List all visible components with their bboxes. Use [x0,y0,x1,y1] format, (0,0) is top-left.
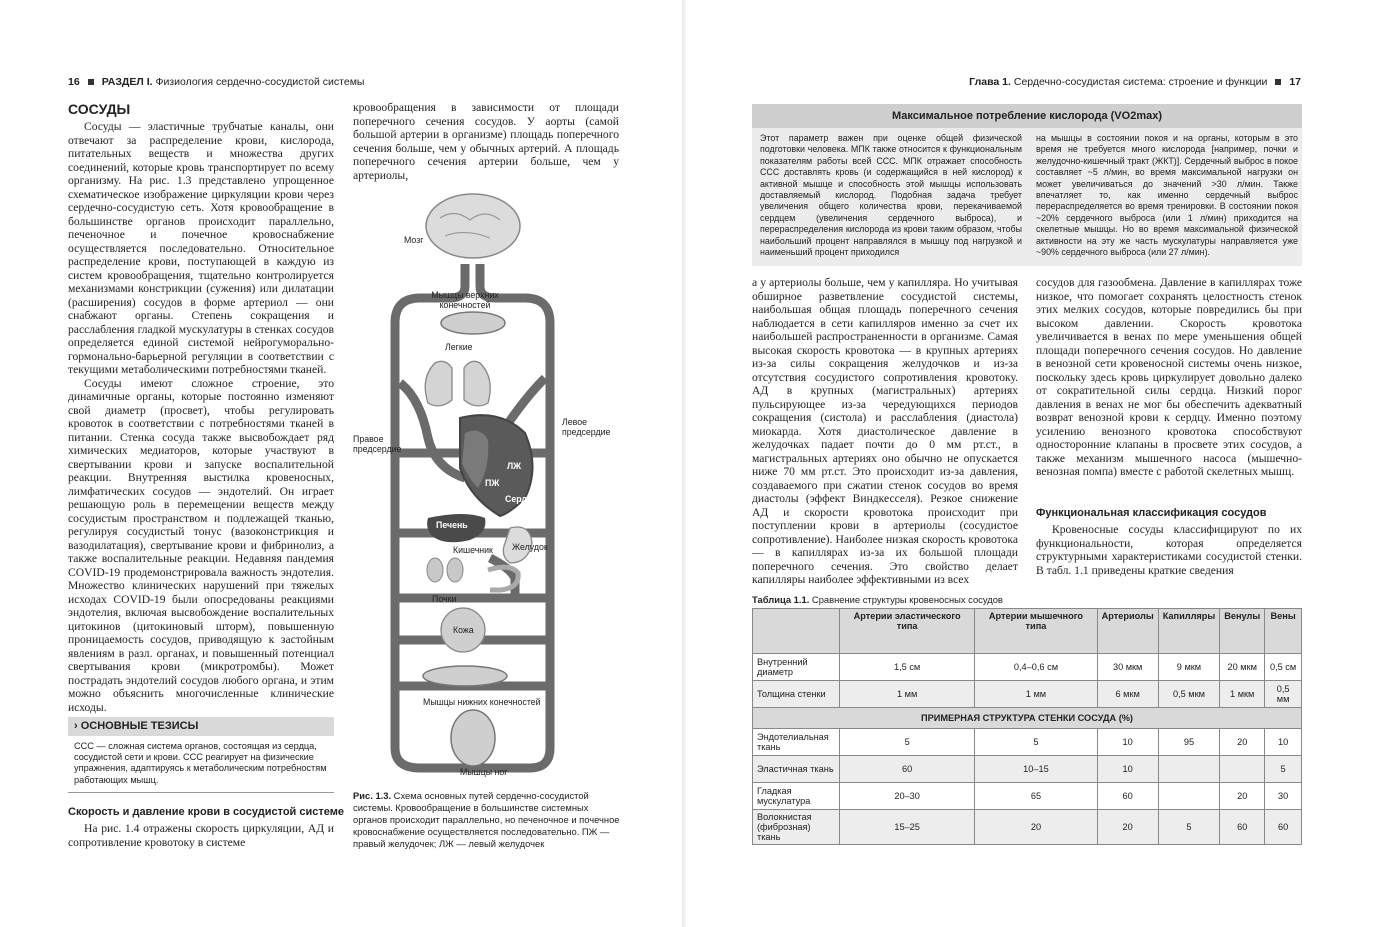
speed-heading: Скорость и давление крови в сосудистой системе [68,806,344,818]
right-col-2-block [1036,276,1302,479]
label-right-atrium: Правое предсердие [353,434,402,454]
table-row [753,654,1302,681]
right-col-1-text: а у артериолы больше, чем у капилляра. Но учитывая обширное разветвление сосудистой системы, наибольшая общая площадь поперечного сечения наблюдается в сети капилляров именно за счет их наибольшей распространенности в организме. Самая высокая скорость кровотока — в крупных артериях из-за силы сокращения желудочков и из-за отсутствия сосудистого сопротивления кровотоку. АД в крупных (магистральных) артериях пульсирующее из-за чередующихся периодов сокращения (систола) и расслабления (диастола) миокарда. Хотя диастолическое давление в желудочках падает почти до 0 мм рт.ст., в магистральных артериях оно обычно не опускается ниже 70 мм рт.ст. Это происходит из-за давления, создаваемого при сжатии стенок сосудов во время диастолы (эффект Виндкесселя). Резкое снижение АД и скорости кровотока происходит при поступлении крови в артериолы (сосудистое сопротивление). Наиболее низкая скорость кровотока — в капиллярах из-за их большой площади поперечного сечения. Это свойство делает капилляры наиболее эффективными из всех [752,276,1018,586]
speed-text: На рис. 1.4 отражены скорость циркуляции, АД и сопротивление кровотоку в системе [68,822,334,849]
table-row [753,810,1302,845]
right-col-2-text: сосудов для газообмена. Давление в капиллярах тоже низкое, что помогает сохранять целостность стенок этих мелких сосудов, которые повредились бы при высоком давлении. Скорость кровотока увеличивается в венах по мере уменьшения общей площади поперечного сечения сосудов. Но давление в венозной сети кровеносной системы очень низкое, поскольку здесь кровь циркулирует довольно далеко от сократительной силы сердца. Низкий порог давления в венах не мог бы обеспечить адекватный возврат венозной крови к сердцу. Именно поэтому усилению венозного кровотока способствуют односторонние клапаны в просвете этих сосудов, а также механизм мышечного насоса (мышечно-венозная помпа) вместе с работой скелетных мышц. [1036,276,1302,478]
table-subheader: ПРИМЕРНАЯ СТРУКТУРА СТЕНКИ СОСУДА (%) [753,708,1302,729]
lung-left-shape [425,361,452,406]
table-header-cell: Артерии мышечного типа [975,609,1097,654]
leg-muscle-shape [451,710,495,766]
table-cell: 60 [1220,810,1265,845]
table-row [753,681,1302,708]
left-page-number: 16 [68,76,80,88]
vessels-text [68,120,334,714]
table-caption [752,594,1003,605]
label-lower-muscles: Мышцы нижних конечностей [423,697,541,707]
table-cell: 60 [840,756,975,783]
functional-text: Кровеносные сосуды классифицируют по их функциональности, которая определяется структурными характеристиками сосудистой стенки. В табл. 1.1 приведены краткие сведения [1036,523,1302,577]
table-cell: 20 [1220,783,1265,810]
table-cell: 20 [1097,810,1158,845]
table-header-row [753,609,1302,654]
table-cell: 30 [1265,783,1302,810]
table-cell: 1,5 см [840,654,975,681]
lower-muscle-shape [423,666,507,686]
table-cell [1158,756,1220,783]
section-title: Физиология сердечно-сосудистой системы [152,76,365,88]
table-cell: 65 [975,783,1097,810]
key-points-divider [68,792,334,793]
vessels-heading: СОСУДЫ [68,101,131,117]
right-col-1-block [752,276,1018,587]
kidney-left-shape [427,558,443,582]
chapter-title: Сердечно-сосудистая система: строение и функции [1010,76,1268,88]
table-cell: 60 [1265,810,1302,845]
table-header-cell: Артерии эластического типа [840,609,975,654]
table-cell [1158,783,1220,810]
label-leg-muscles: Мышцы ног [460,767,508,777]
table-caption-label: Таблица 1.1. [752,594,810,605]
table-cell: 20 [975,810,1097,845]
table-cell: Толщина стенки [753,681,840,708]
table-row [753,729,1302,756]
label-rv: ПЖ [485,478,500,488]
functional-heading: Функциональная классификация сосудов [1036,507,1267,519]
key-points-title: › ОСНОВНЫЕ ТЕЗИСЫ [74,720,199,732]
label-lv: ЛЖ [507,461,522,471]
table-cell: 1 мм [840,681,975,708]
table-cell: Гладкая мускулатура [753,783,840,810]
label-brain: Мозг [404,235,424,245]
table-cell: 10 [1097,756,1158,783]
table-cell: 15–25 [840,810,975,845]
table-cell: 0,4–0,6 см [975,654,1097,681]
kidney-right-shape [447,558,463,582]
table-cell: 5 [1158,810,1220,845]
label-skin: Кожа [453,625,474,635]
table-cell: 0,5 мкм [1158,681,1220,708]
table-cell: 5 [975,729,1097,756]
upper-muscle-shape [441,312,505,334]
vessels-paragraph-2: Сосуды имеют сложное строение, это динамичные органы, которые постоянно изменяют свой диаметр (просвет), чтобы регулировать кровоток в соответствии с потребностями тканей в питании. Стенка сосуда также высвобождает ряд химических медиаторов, которые участвуют в свертывании крови и запуске воспалительной реакции. Внутренняя выстилка кровеносных, лимфатических сосудов — эндотелий. Он играет решающую роль в перемещении веществ между сосудистым пространством и подлежащей тканью, регулируя сосудистый тонус (вазоконстрикция и вазодилатация), свертывание крови и фибринолиз, а также воспалительные реакции. Недавняя пандемия COVID-19 продемонстрировала важность эндотелия. Множество клинических нарушений при тяжелых исходах COVID-19 были опосредованы реакциями эндотелия, включая высвобождение воспалительных цитокинов (цитокиновый шторм), повышенную проницаемость сосудов, приводящую к застойным явлениям в разл. органах, и повышенный потенциал свертывания крови (микротромбы). Может пострадать эндотелий сосудов любого органа, и этим можно объяснить многочисленные клинические исходы. [68,376,334,714]
table-row [753,756,1302,783]
table-cell: 1 мкм [1220,681,1265,708]
header-square-icon [1275,79,1281,85]
label-kidneys: Почки [432,594,457,604]
table-cell [1220,756,1265,783]
table-cell: 95 [1158,729,1220,756]
key-points-header [68,717,334,736]
table-cell: 0,5 см [1265,654,1302,681]
figure-caption-text: Схема основных путей сердечно-сосудистой системы. Кровообращение в большинстве системных органов происходит параллельно, но печеночное и почечное кровоснабжение осуществляется последовательно. ПЖ — правый желудочек; ЛЖ — левый желудочек [353,790,620,849]
table-cell: 0,5 мм [1265,681,1302,708]
key-points-text: ССС — сложная система органов, состоящая из сердца, сосудистой сети и крови. ССС реагирует на физические упражнения, адаптируясь к метаболическим потребностям работающих мышц. [74,741,327,785]
vo2-box-header [752,104,1302,128]
label-lungs: Легкие [445,342,473,352]
chapter-label: Глава 1. [969,76,1011,88]
table-cell: 60 [1097,783,1158,810]
table-cell: 9 мкм [1158,654,1220,681]
table-header-cell [753,609,840,654]
table-cell: 10–15 [975,756,1097,783]
functional-text-block [1036,523,1302,577]
vessels-paragraph-1: Сосуды — эластичные трубчатые каналы, они отвечают за распределение крови, кислорода, питательных веществ и множества других соединений, которые кровь транспортирует по всему организму. На рис. 1.3 представлено упрощенное схематическое изображение циркуляции крови через сердечно-сосудистую сеть. Хотя кровообращение в большинстве органов происходит параллельно, печеночное и почечное кровоснабжение осуществляется последовательно. Относительное распределение крови, поступающей в каждую из систем кровообращения, тщательно контролируется механизмами констрикции (сужения) или дилатации (расширения) сосудов в форме артериол — они снабжают органы. Степень сокращения и расслабления гладкой мускулатуры в стенках сосудов определяется единой системой нейрогуморально-гормонально-барьерной регуляции в соответствии с текущими метаболическими потребностями тканей. [68,120,334,376]
label-liver: Печень [436,520,468,530]
speed-text-block [68,822,334,849]
table-cell: Волокнистая (фиброзная) ткань [753,810,840,845]
vo2-col-2: на мышцы в состоянии покоя и на органы, которым в это время не требуется много кислорода [например, почки и желудочно-кишечный тракт (ЖКТ)]. Сердечный выброс в покое составляет ~5 л/мин, во время максимальной нагрузки он может увеличиваться до значений >30 л/мин. Также впечатляет то, как именно сердечный выброс перераспределяется во время тренировки. В состоянии покоя ~20% сердечного выброса (или 1 л/мин) приходится на скелетные мышцы. Но во время максимальной физической активности на эту же часть мускулатуры направляется уже ~90% сердечного выброса (или 27 л/мин). [1036,133,1298,258]
table-cell: 20 мкм [1220,654,1265,681]
table-cell: 10 [1265,729,1302,756]
table-cell: 5 [840,729,975,756]
figure-caption-label: Рис. 1.3. [353,790,392,801]
figure-caption [353,790,623,850]
table-header-cell: Артериолы [1097,609,1158,654]
brain-shape [426,194,520,258]
vo2-box-title: Максимальное потребление кислорода (VO2max) [891,110,1163,122]
lung-right-shape [464,361,490,406]
table-cell: 1 мм [975,681,1097,708]
label-upper-muscles: Мышцы верхних конечностей [431,290,499,310]
table-cell: 6 мкм [1097,681,1158,708]
table-header-cell: Вены [1265,609,1302,654]
label-left-atrium: Левое предсердие [562,417,611,437]
table-cell: 20 [1220,729,1265,756]
middle-text: кровообращения в зависимости от площади поперечного сечения сосудов. У аорты (самой большой артерии в организме) площадь поперечного сечения больше, чем у обычных артерий. А площадь поперечного сечения артерии больше, чем у артериолы, [353,101,619,182]
table-cell: Эндотелиальная ткань [753,729,840,756]
table-cell: Внутренний диаметр [753,654,840,681]
table-cell: 10 [1097,729,1158,756]
right-page-number: 17 [1289,76,1301,88]
vessel-table [752,608,1302,845]
table-cell: 5 [1265,756,1302,783]
table-header-cell: Капилляры [1158,609,1220,654]
table-subheader-row [753,708,1302,729]
label-heart: Сердце [505,494,538,504]
table-cell: Эластичная ткань [753,756,840,783]
label-intestine: Кишечник [453,545,493,555]
middle-text-block [353,101,619,182]
right-running-header [969,76,1301,88]
label-stomach: Желудок [512,542,548,552]
table-cell: 20–30 [840,783,975,810]
table-header-cell: Венулы [1220,609,1265,654]
vo2-col-1: Этот параметр важен при оценке общей физической подготовки человека. МПК также относится к функциональным показателям работы всей ССС. МПК отражает способность ССС доставлять кровь (и содержащийся в ней кислород) к активной мышце и способность этой мышцы использовать доставляемый кислород. Подобная задача требует увеличения общего количества крови, перекачиваемой сердцем (увеличения сердечного выброса), и перераспределения кислорода из крови таким образом, чтобы наибольший процент направлялся в мышцу под нагрузкой и наименьший процент приходился [760,133,1022,258]
table-cell: 30 мкм [1097,654,1158,681]
left-running-header [68,76,364,88]
header-square-icon [88,79,94,85]
table-caption-text: Сравнение структуры кровеносных сосудов [809,594,1003,605]
section-label: РАЗДЕЛ I. [101,76,153,88]
table-row [753,783,1302,810]
